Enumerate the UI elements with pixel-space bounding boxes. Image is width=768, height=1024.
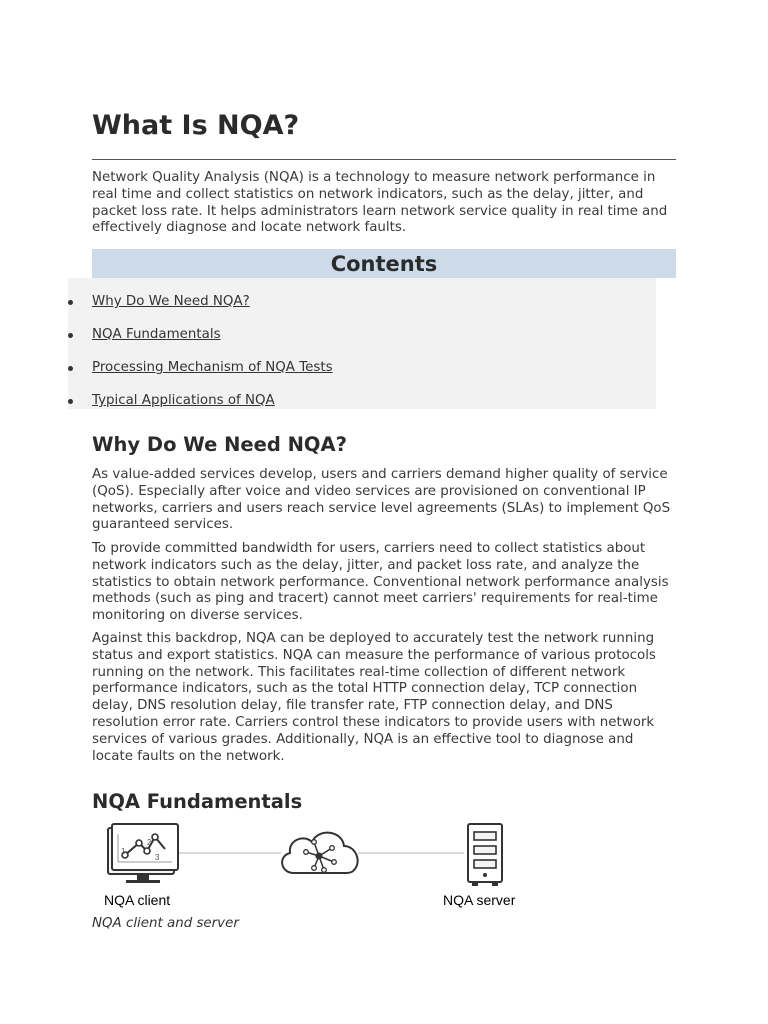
page-title: What Is NQA? — [92, 110, 300, 141]
server-icon — [468, 824, 502, 886]
toc-link-fundamentals[interactable]: NQA Fundamentals — [92, 327, 221, 342]
bullet-icon — [68, 300, 73, 305]
contents-heading: Contents — [92, 249, 676, 278]
toc-item-applications — [68, 391, 656, 411]
toc-link-applications[interactable]: Typical Applications of NQA — [92, 393, 275, 408]
bullet-icon — [68, 366, 73, 371]
nqa-client-label: NQA client — [104, 892, 171, 908]
title-divider — [92, 159, 676, 160]
nqa-diagram — [92, 818, 552, 914]
why-paragraph-3: Against this backdrop, NQA can be deployed to accurately test the network running status and export statistics. NQA can measure the performance of various protocols running on the network. This facilitates real-time collection of different network performance indicators, such as the total HTTP connection delay, TCP connection delay, DNS resolution delay, file transfer rate, FTP connection delay, and DNS resolution error rate. Carriers control these indicators to provide users with network services of various grades. Additionally, NQA is an effective tool to diagnose and locate faults on the network. — [92, 631, 656, 764]
intro-paragraph: Network Quality Analysis (NQA) is a technology to measure network performance in real time and collect statistics on network indicators, such as the delay, jitter, and packet loss rate. It helps administrators learn network service quality in real time and effectively diagnose and locate network faults. — [92, 170, 668, 236]
monitor-icon — [108, 824, 178, 883]
why-paragraph-1: As value-added services develop, users and carriers demand higher quality of service (QoS). Especially after voice and video services are provisioned on conventional IP networks, carriers and users reach service level agreements (SLAs) to implement QoS guaranteed services. — [92, 467, 671, 533]
cloud-network-icon — [282, 833, 358, 873]
chart-point-label-2: 2 — [147, 838, 152, 847]
toc-item-processing — [68, 358, 656, 378]
bullet-icon — [68, 399, 73, 404]
bullet-icon — [68, 333, 73, 338]
table-of-contents — [68, 278, 656, 409]
nqa-server-label: NQA server — [443, 892, 516, 908]
toc-item-fundamentals — [68, 325, 656, 345]
toc-link-processing[interactable]: Processing Mechanism of NQA Tests — [92, 360, 333, 375]
section-heading-why: Why Do We Need NQA? — [92, 433, 347, 456]
toc-item-why — [68, 292, 656, 312]
section-heading-fundamentals: NQA Fundamentals — [92, 790, 303, 813]
why-paragraph-2: To provide committed bandwidth for users, carriers need to collect statistics about network indicators such as the delay, jitter, and packet loss rate, and analyze the statistics to obtain network performance. Conventional network performance analysis methods (such as ping and tracert) cannot meet carriers' requirements for real-time monitoring on diverse services. — [92, 541, 669, 624]
figure-caption: NQA client and server — [92, 916, 239, 931]
chart-point-label-1: 1 — [121, 847, 126, 856]
toc-link-why[interactable]: Why Do We Need NQA? — [92, 294, 250, 309]
chart-point-label-3: 3 — [155, 853, 160, 862]
